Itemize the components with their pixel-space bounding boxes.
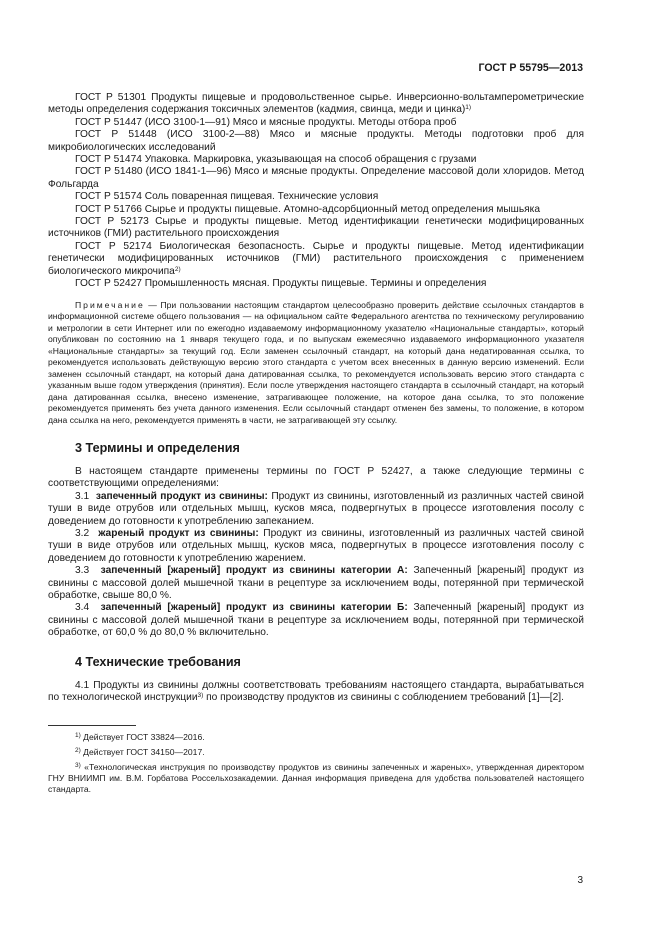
section-3-heading: 3 Термины и определения (75, 441, 240, 455)
term-definition: 3.1 запеченный продукт из свинины: Продукт из свинины, изготовленный из различных частей свиной туши в виде отрубов или отдельных мышц, кусков мяса, подвергнутых в процессе изготовления посолу с доведением до готовности к употреблению запеканием. (48, 490, 585, 527)
reference-entry: ГОСТ Р 51766 Сырье и продукты пищевые. Атомно-адсорбционный метод определения мышьяка (75, 203, 541, 215)
reference-entry: ГОСТ Р 51448 (ИСО 3100-2—88) Мясо и мясные продукты. Методы подготовки проб для микробиологических исследований (48, 129, 584, 153)
reference-entry: ГОСТ Р 52173 Сырье и продукты пищевые. Метод идентификации генетически модифицированных источников (ГМИ) растительного происхождения (48, 216, 584, 240)
term-definition: 3.2 жареный продукт из свинины: Продукт из свинины, изготовленный из различных частей свиной туши в виде отрубов или отдельных мышц, кусков мяса, подвергнутых в процессе изготовления посолу с доведением до готовности к употреблению жарением. (48, 528, 585, 564)
reference-entry: ГОСТ Р 51480 (ИСО 1841-1—96) Мясо и мясные продукты. Определение массовой доли хлоридов. Метод Фольгарда (48, 166, 584, 190)
term-name: жареный продукт из свинины: (98, 528, 259, 540)
reference-entry: ГОСТ Р 51447 (ИСО 3100-1—91) Мясо и мясные продукты. Методы отбора проб (75, 116, 457, 128)
reference-entry: ГОСТ Р 52174 Биологическая безопасность. Сырье и продукты пищевые. Метод идентификации генетически модифицированных источников (ГМИ) растительного происхождения с применением биологического микрочипа$^{2)}$ (48, 240, 584, 277)
page-number: 3 (577, 875, 583, 886)
page-content (48, 92, 584, 799)
term-name: запеченный [жареный] продукт из свинины категории А: (100, 565, 408, 577)
footnote: $^{1)}$ Действует ГОСТ 33824—2016. (75, 731, 205, 742)
reference-entry: ГОСТ Р 51574 Соль поваренная пищевая. Технические условия (75, 191, 379, 203)
section-3-intro: В настоящем стандарте применены термины по ГОСТ Р 52427, а также следующие термины с соответствующими определениями: (48, 466, 584, 490)
section-4-heading: 4 Технические требования (75, 654, 241, 669)
footnote: $^{2)}$ Действует ГОСТ 34150—2017. (75, 746, 205, 757)
section-4-paragraph: 4.1 Продукты из свинины должны соответствовать требованиям настоящего стандарта, вырабатываться по технологической инструкции$^{3)}$ по производству продуктов из свинины с соблюдением требований [1]—[2]. (48, 679, 584, 704)
page-header: ГОСТ Р 55795—2013 (478, 62, 583, 74)
note-label: Примечание (75, 299, 145, 310)
term-name: запеченный [жареный] продукт из свинины категории Б: (100, 602, 408, 614)
term-definition: 3.3 запеченный [жареный] продукт из свинины категории А: Запеченный [жареный] продукт из свинины с массовой долей мышечной ткани в рецептуре за исключением воды, потерянной при термической обработке, свыше 80,0 %. (48, 565, 584, 602)
term-name: запеченный продукт из свинины: (95, 490, 268, 502)
reference-entry: ГОСТ Р 51301 Продукты пищевые и продовольственное сырье. Инверсионно-вольтамперометрические методы определения содержания токсичных элементов (кадмия, свинца, меди и цинка)$^{1)}$ (48, 92, 584, 116)
note-paragraph: Примечание — При пользовании настоящим стандартом целесообразно проверить действие ссылочных стандартов в информационной системе общего пользования — на официальном сайте Федерального агентства по техническому регулированию и метрологии в сети Интернет или по ежегодно издаваемому информационному указателю «Национальные стандарты», который опубликован по состоянию на 1 января текущего года, и по выпускам ежемесячно издаваемого информационного указателя «Национальные стандарты» за текущий год. Если заменен ссылочный стандарт, на который дана недатированная ссылка, то рекомендуется использовать действующую версию этого стандарта с учетом всех внесенных в данную версию изменений. Если заменен ссылочный стандарт, на который дана датированная ссылка, то рекомендуется использовать версию этого стандарта с указанным выше годом утверждения (принятия). Если после утверждения настоящего стандарта в ссылочный стандарт, на который дана датированная ссылка, внесено изменение, затрагивающее положение, на которое дана ссылка, то это положение рекомендуется применять без учета данного изменения. Если ссылочный стандарт отменен без замены, то положение, в котором дана ссылка на него, рекомендуется применять в части, не затрагивающей эту ссылку. (48, 299, 584, 425)
footnote-divider (48, 725, 136, 726)
reference-entry: ГОСТ Р 52427 Промышленность мясная. Продукты пищевые. Термины и определения (75, 278, 487, 290)
term-definition: 3.4 запеченный [жареный] продукт из свинины категории Б: Запеченный [жареный] продукт из свинины с массовой долей мышечной ткани в рецептуре за исключением воды, потерянной при термической обработке, от 60,0 % до 80,0 % включительно. (48, 602, 584, 639)
reference-entry: ГОСТ Р 51474 Упаковка. Маркировка, указывающая на способ обращения с грузами (75, 154, 477, 166)
footnote: $^{3)}$ «Технологическая инструкция по производству продуктов из свинины запеченных и жареных», утвержденная директором ГНУ ВНИИМП им. В.М. Горбатова Россельхозакадемии. Данная информация приведена для удобства пользователей настоящего стандарта. (48, 761, 584, 794)
